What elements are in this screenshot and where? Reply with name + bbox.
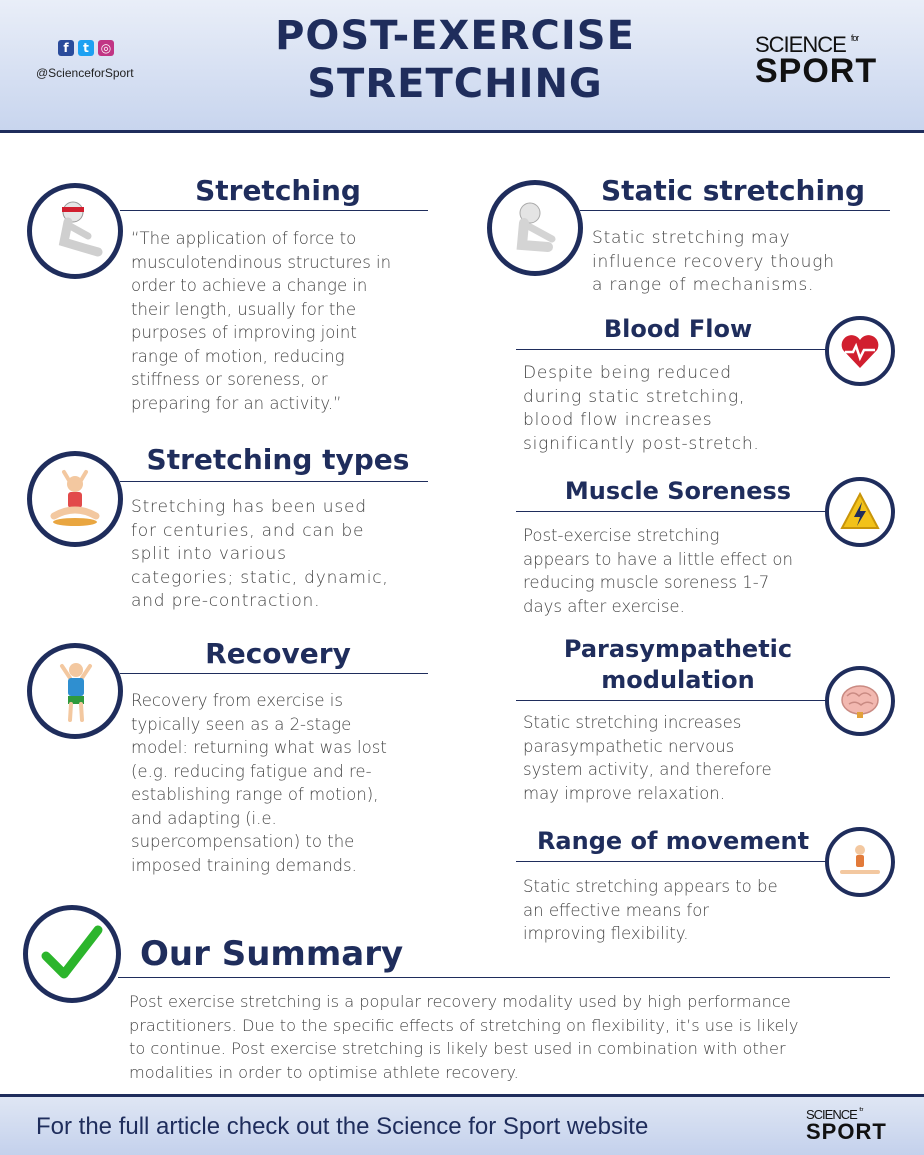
logo-science: SCIENCE: [755, 32, 846, 57]
text-line: modalities in order to optimise athlete recovery.: [129, 1062, 519, 1082]
static-stretching-rule: [580, 210, 890, 211]
text-line: parasympathetic nervous: [523, 736, 735, 756]
text-line: order to achieve a change in: [131, 276, 368, 295]
title-line-2: STRETCHING: [307, 61, 603, 107]
text-line: establishing range of motion),: [131, 785, 379, 804]
range-of-movement-text: [523, 875, 823, 946]
text-line: an effective means for: [523, 900, 710, 920]
text-line: musculotendinous structures in: [131, 252, 392, 272]
blood-flow-icon-circle: [825, 316, 895, 386]
muscle-soreness-heading: Muscle Soreness: [564, 477, 792, 505]
footer-link-text[interactable]: For the full article check out the Science for Sport website: [36, 1113, 649, 1140]
stretching-types-text: [131, 496, 431, 614]
summary-icon-circle: [23, 905, 121, 1003]
logo-sport: SPORT: [755, 52, 878, 90]
recovery-icon-circle: [27, 643, 123, 739]
warning-lightning-icon: [838, 490, 882, 534]
social-handle[interactable]: @ScienceforSport: [36, 66, 134, 80]
summary-heading: Our Summary: [140, 934, 404, 974]
stretching-types-rule: [120, 481, 428, 482]
brain-icon: [837, 678, 883, 724]
recovery-text: [131, 689, 431, 877]
text-line: reducing muscle soreness 1-7: [523, 573, 770, 592]
text-line: Post-exercise stretching: [523, 526, 720, 545]
range-of-movement-rule: [516, 861, 826, 862]
range-of-movement-icon-circle: [825, 827, 895, 897]
text-line: Stretching has been used: [131, 497, 367, 517]
text-line: and pre-contraction.: [131, 591, 321, 611]
text-line: supercompensation) to the: [131, 832, 355, 851]
text-line: imposed training demands.: [131, 855, 357, 875]
parasympathetic-icon-circle: [825, 666, 895, 736]
footer-banner: [0, 1094, 924, 1155]
checkmark-icon: [38, 920, 106, 988]
footer-logo: [806, 1108, 896, 1143]
text-line: improving flexibility.: [523, 924, 689, 943]
text-line: a range of mechanisms.: [592, 275, 815, 295]
stretching-types-heading: Stretching types: [146, 443, 410, 476]
text-line: range of motion, reducing: [131, 346, 345, 366]
text-line: practitioners. Due to the specific effects of stretching on flexibility, it’s use is likely: [129, 1015, 799, 1035]
text-line: stiffness or soreness, or: [131, 370, 328, 389]
text-line: Recovery from exercise is: [131, 691, 343, 710]
recovery-heading: Recovery: [205, 637, 351, 670]
summary-rule: [118, 977, 890, 978]
stretching-rule: [120, 210, 428, 211]
stretching-types-icon-circle: [27, 451, 123, 547]
yoga-pose-icon: [40, 464, 110, 534]
text-line: blood flow increases: [523, 410, 713, 430]
text-line: to continue. Post exercise stretching is likely best used in combination with other: [129, 1039, 786, 1058]
logo-science: SCIENCE: [806, 1107, 857, 1122]
stretching-person-icon: [40, 196, 110, 266]
muscle-soreness-icon-circle: [825, 477, 895, 547]
text-line: for centuries, and can be: [131, 520, 365, 541]
page-title: [230, 12, 680, 108]
text-line: categories; static, dynamic,: [131, 567, 389, 588]
science-for-sport-logo: [755, 34, 885, 88]
parasympathetic-text: [523, 711, 823, 805]
static-stretching-heading: Static stretching: [600, 174, 866, 207]
text-line: split into various: [131, 544, 287, 564]
static-stretching-icon-circle: [487, 180, 583, 276]
text-line: influence recovery though: [592, 251, 835, 272]
text-line: “The application of force to: [131, 229, 357, 248]
blood-flow-heading: Blood Flow: [603, 315, 753, 343]
text-line: preparing for an activity.”: [131, 393, 342, 413]
text-line: Static stretching may: [592, 228, 791, 248]
muscle-soreness-text: [523, 524, 823, 618]
muscle-soreness-rule: [516, 511, 826, 512]
title-line-1: POST-EXERCISE: [275, 13, 635, 59]
text-line: purposes of improving joint: [131, 323, 357, 342]
blood-flow-rule: [516, 349, 826, 350]
text-line: system activity, and therefore: [523, 760, 772, 779]
parasympathetic-heading: [540, 634, 816, 696]
logo-for: for: [859, 1107, 863, 1113]
heading-line-2: modulation: [601, 666, 755, 694]
text-line: may improve relaxation.: [523, 783, 725, 803]
text-line: days after exercise.: [523, 596, 685, 616]
facebook-icon[interactable]: f: [58, 40, 74, 56]
logo-sport: SPORT: [806, 1119, 887, 1144]
twitter-icon[interactable]: t: [78, 40, 94, 56]
text-line: Static stretching increases: [523, 713, 742, 732]
summary-text: [129, 990, 899, 1084]
social-icons: [58, 40, 114, 56]
text-line: significantly post-stretch.: [523, 433, 760, 454]
range-of-movement-heading: Range of movement: [536, 827, 810, 855]
blood-flow-text: [523, 362, 823, 456]
heart-rate-icon: [837, 328, 883, 374]
recovery-rule: [120, 673, 428, 674]
header-banner: [0, 0, 924, 133]
stretching-text: [131, 227, 431, 415]
text-line: and adapting (i.e.: [131, 808, 277, 828]
static-stretching-text: [592, 227, 892, 298]
parasympathetic-rule: [516, 700, 826, 701]
text-line: appears to have a little effect on: [523, 549, 793, 569]
heading-line-1: Parasympathetic: [563, 635, 793, 663]
text-line: typically seen as a 2-stage: [131, 714, 352, 734]
text-line: their length, usually for the: [131, 299, 357, 319]
exercising-man-icon: [40, 656, 110, 726]
text-line: Despite being reduced: [523, 363, 732, 383]
stretching-icon-circle: [27, 183, 123, 279]
splits-figure-icon: [838, 840, 882, 884]
text-line: Static stretching appears to be: [523, 877, 778, 896]
stretching-heading: Stretching: [195, 174, 361, 207]
seated-stretch-figure-icon: [500, 193, 570, 263]
logo-for: for: [850, 33, 859, 43]
instagram-icon[interactable]: ◎: [98, 40, 114, 56]
text-line: (e.g. reducing fatigue and re-: [131, 761, 372, 781]
text-line: during static stretching,: [523, 386, 746, 407]
text-line: Post exercise stretching is a popular recovery modality used by high performance: [129, 992, 791, 1011]
text-line: model: returning what was lost: [131, 738, 387, 757]
